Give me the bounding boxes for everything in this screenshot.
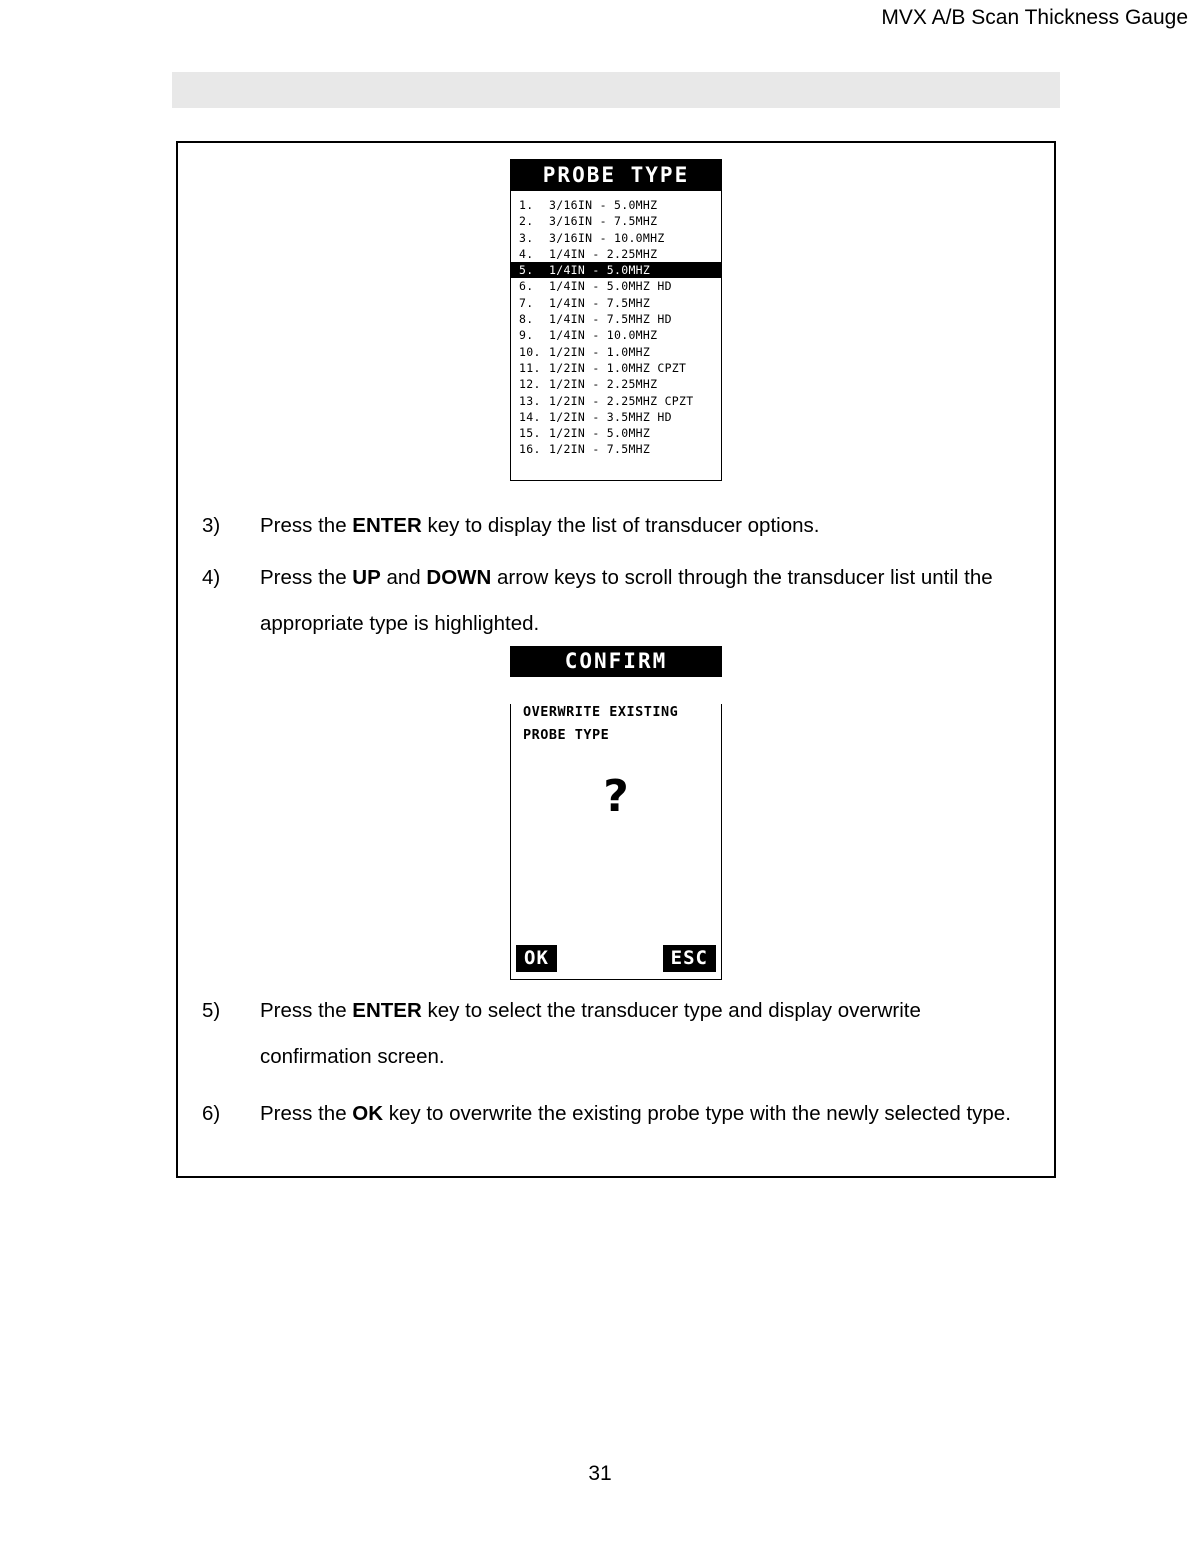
probe-type-item-number: 9.	[519, 328, 534, 343]
probe-type-item-label: 3/16IN - 10.0MHZ	[549, 230, 665, 245]
ok-button[interactable]: OK	[516, 945, 557, 972]
probe-type-item[interactable]	[511, 230, 721, 246]
step-6-bold-ok: OK	[352, 1102, 384, 1125]
probe-type-item-label: 1/4IN - 5.0MHZ HD	[549, 279, 672, 294]
probe-type-item[interactable]	[511, 213, 721, 229]
step-5-bold-enter: ENTER	[352, 999, 422, 1022]
probe-type-item[interactable]	[511, 425, 721, 441]
step-5-text	[260, 988, 1032, 1080]
probe-type-item[interactable]	[511, 311, 721, 327]
step-4	[202, 555, 1032, 647]
step-6-text-part2: key to overwrite the existing probe type with the newly selected type.	[383, 1102, 1011, 1125]
probe-type-item-label: 3/16IN - 7.5MHZ	[549, 214, 658, 229]
probe-type-item[interactable]	[511, 376, 721, 392]
step-3-bold-enter: ENTER	[352, 514, 422, 537]
confirm-message-line-1: OVERWRITE EXISTING	[523, 704, 679, 720]
probe-type-item-number: 2.	[519, 214, 534, 229]
step-4-bold-up: UP	[352, 566, 381, 589]
probe-type-item[interactable]	[511, 409, 721, 425]
probe-type-item-number: 4.	[519, 246, 534, 261]
probe-type-item[interactable]	[511, 360, 721, 376]
probe-type-item[interactable]	[511, 393, 721, 409]
confirm-button-row	[511, 945, 721, 975]
step-3-number: 3)	[202, 514, 221, 537]
confirm-body	[510, 704, 722, 980]
step-3-text-before: Press the	[260, 514, 353, 537]
probe-type-item[interactable]	[511, 246, 721, 262]
probe-type-item-number: 7.	[519, 295, 534, 310]
content-box	[176, 141, 1056, 1178]
probe-type-item-label: 1/2IN - 3.5MHZ HD	[549, 409, 672, 424]
probe-type-item-number: 13.	[519, 393, 541, 408]
probe-type-item-label: 1/2IN - 1.0MHZ	[549, 344, 651, 359]
probe-type-screen	[510, 159, 722, 481]
step-3-text-after: key to display the list of transducer options.	[421, 514, 820, 537]
probe-type-item-label: 1/2IN - 2.25MHZ	[549, 377, 658, 392]
probe-type-item[interactable]	[511, 344, 721, 360]
step-4-text-part3: arrow keys to scroll through the transducer list until the appropriate type is highlighted.	[260, 566, 993, 635]
confirm-message-line-2: PROBE TYPE	[523, 727, 610, 743]
step-6	[202, 1091, 1032, 1137]
confirm-title: CONFIRM	[510, 646, 722, 677]
probe-type-item-number: 6.	[519, 279, 534, 294]
esc-button[interactable]: ESC	[663, 945, 716, 972]
probe-type-item-label: 1/2IN - 5.0MHZ	[549, 426, 651, 441]
probe-type-item-number: 11.	[519, 360, 541, 375]
probe-type-item-number: 8.	[519, 312, 534, 327]
header-title: MVX A/B Scan Thickness Gauge	[881, 6, 1188, 29]
probe-type-item-label: 1/2IN - 7.5MHZ	[549, 442, 651, 457]
probe-type-list[interactable]	[511, 191, 721, 458]
probe-type-item-number: 1.	[519, 198, 534, 212]
step-4-text	[260, 555, 1032, 647]
probe-type-item-label: 1/4IN - 5.0MHZ	[549, 263, 651, 278]
step-6-text	[260, 1091, 1032, 1137]
probe-type-item-label: 1/4IN - 7.5MHZ HD	[549, 312, 672, 327]
probe-type-item[interactable]	[511, 278, 721, 294]
step-5	[202, 988, 1032, 1080]
probe-type-item[interactable]	[511, 327, 721, 343]
step-4-text-part2: and	[380, 566, 427, 589]
probe-type-item-label: 1/4IN - 10.0MHZ	[549, 328, 658, 343]
step-4-number: 4)	[202, 566, 221, 589]
probe-type-item-number: 5.	[519, 263, 534, 278]
question-mark-icon: ?	[603, 771, 629, 822]
probe-type-item-number: 16.	[519, 442, 541, 457]
probe-type-item[interactable]	[511, 197, 721, 213]
step-3	[202, 503, 1032, 549]
header-band	[172, 72, 1060, 108]
probe-type-item[interactable]	[511, 295, 721, 311]
probe-type-item-number: 10.	[519, 344, 541, 359]
probe-type-item[interactable]	[511, 441, 721, 457]
step-6-text-part1: Press the	[260, 1102, 353, 1125]
step-3-text	[260, 503, 1032, 549]
probe-type-title: PROBE TYPE	[511, 160, 721, 191]
probe-type-item-label: 1/4IN - 7.5MHZ	[549, 295, 651, 310]
step-5-text-part1: Press the	[260, 999, 353, 1022]
probe-type-item[interactable]	[511, 262, 721, 278]
probe-type-item-label: 1/2IN - 2.25MHZ CPZT	[549, 393, 694, 408]
step-5-text-part2: key to select the transducer type and display overwrite confirmation screen.	[260, 999, 921, 1068]
step-4-bold-down: DOWN	[426, 566, 492, 589]
probe-type-item-number: 3.	[519, 230, 534, 245]
probe-type-item-number: 14.	[519, 409, 541, 424]
probe-type-item-number: 15.	[519, 426, 541, 441]
probe-type-item-label: 1/4IN - 2.25MHZ	[549, 246, 658, 261]
probe-type-item-label: 3/16IN - 5.0MHZ	[549, 198, 658, 212]
step-4-text-part1: Press the	[260, 566, 353, 589]
probe-type-item-number: 12.	[519, 377, 541, 392]
step-5-number: 5)	[202, 999, 221, 1022]
confirm-screen	[510, 646, 722, 969]
probe-type-item-label: 1/2IN - 1.0MHZ CPZT	[549, 360, 687, 375]
page-number: 31	[588, 1462, 612, 1485]
step-6-number: 6)	[202, 1102, 221, 1125]
